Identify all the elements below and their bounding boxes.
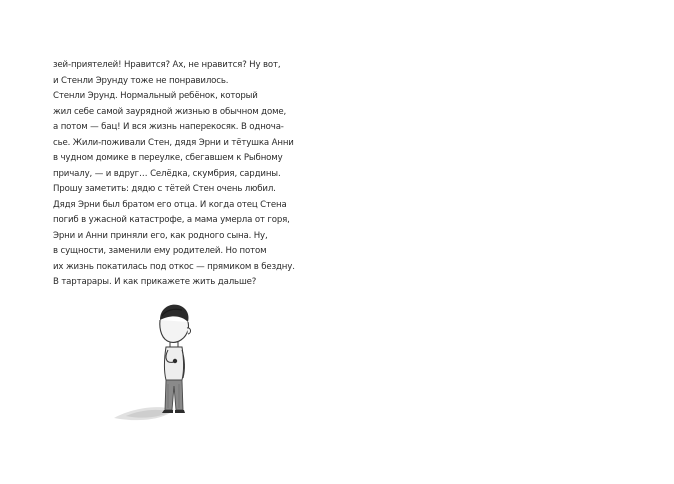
- page-text: [53, 58, 295, 291]
- text-line: и Стенли Эрунду тоже не понравилось.: [53, 75, 229, 86]
- boy-figure-icon: [112, 300, 222, 430]
- text-line: Стенли Эрунд. Нормальный ребёнок, который: [53, 91, 258, 101]
- text-line: в сущности, заменили ему родителей. Но потом: [53, 246, 267, 256]
- text-line: причалу, — и вдруг… Селёдка, скумбрия, сардины.: [53, 168, 281, 179]
- text-line: Прошу заметить: дядю с тётей Стен очень любил.: [53, 184, 276, 194]
- text-line: их жизнь покатилась под откос — прямиком в бездну.: [53, 261, 295, 272]
- text-line: В тартарары. И как прикажете жить дальше?: [53, 277, 257, 287]
- text-line: а потом — бац! И вся жизнь наперекосяк. В одноча-: [53, 122, 284, 132]
- text-line: зей-приятелей! Нравится? Ах, не нравится? Ну вот,: [53, 60, 281, 70]
- text-line: Эрни и Анни приняли его, как родного сына. Ну,: [53, 230, 268, 241]
- text-line: Дядя Эрни был братом его отца. И когда отец Стена: [53, 199, 287, 210]
- text-line: жил себе самой заурядной жизнью в обычном доме,: [53, 106, 287, 117]
- text-line: сье. Жили-поживали Стен, дядя Эрни и тётушка Анни: [53, 137, 294, 148]
- text-line: погиб в ужасной катастрофе, а мама умерла от горя,: [53, 215, 290, 225]
- text-line: в чудном домике в переулке, сбегавшем к Рыбному: [53, 153, 283, 163]
